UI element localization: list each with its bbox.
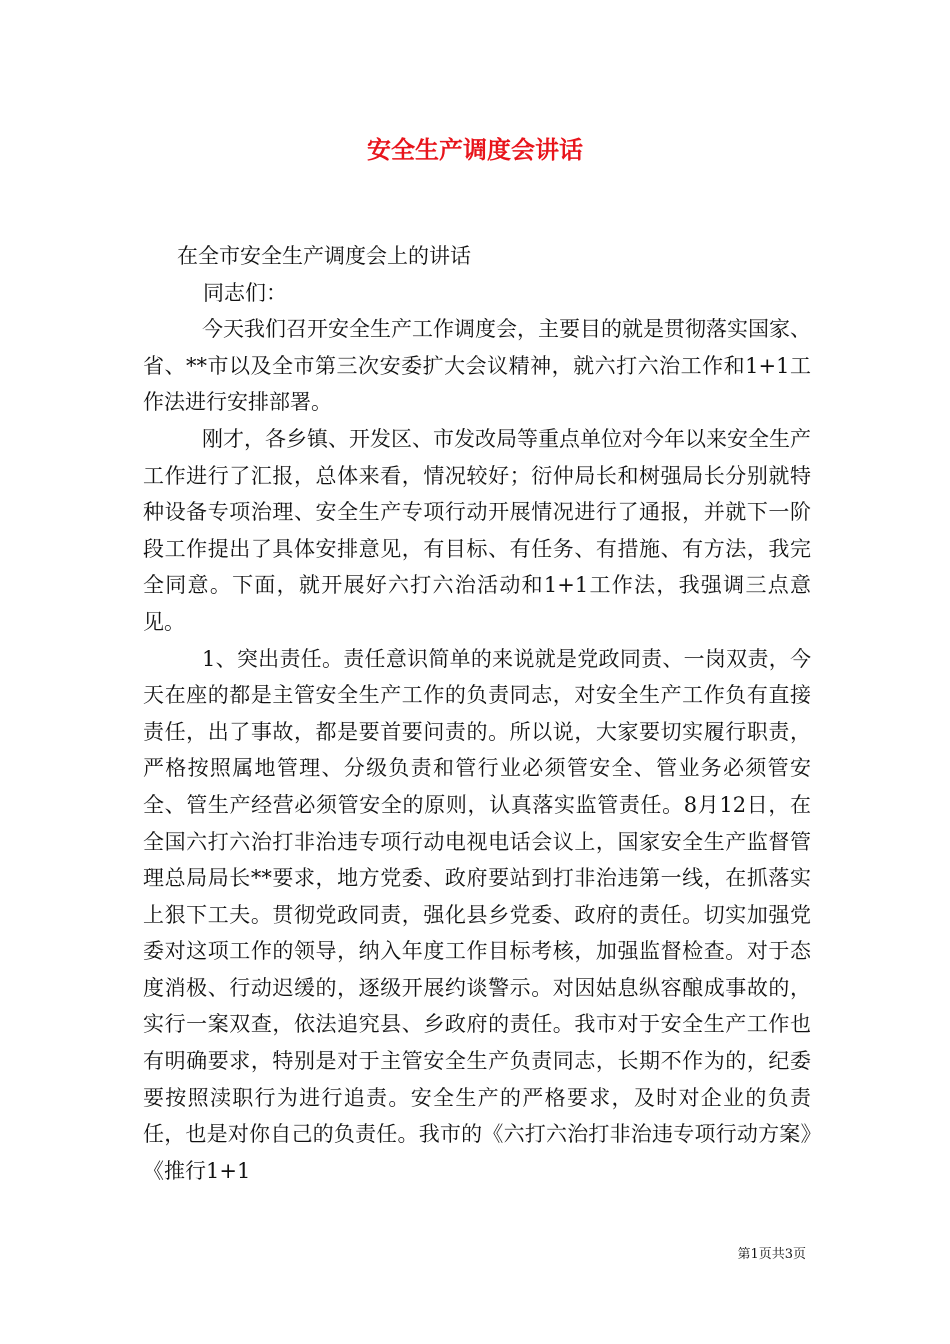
paragraph-1: 今天我们召开安全生产工作调度会，主要目的就是贯彻落实国家、省、**市以及全市第三次安委扩大会议精神，就六打六治工作和1+1工作法进行安排部署。 (143, 317, 811, 415)
page-number: 第1页共3页 (737, 1247, 806, 1262)
greeting: 同志们： (203, 280, 287, 305)
document-body (143, 238, 811, 1189)
paragraph-2: 刚才，各乡镇、开发区、市发改局等重点单位对今年以来安全生产工作进行了汇报，总体来看，情况较好；衍仲局长和树强局长分别就特种设备专项治理、安全生产专项行动开展情况进行了通报，并就下一阶段工作提出了具体安排意见，有目标、有任务、有措施、有方法，我完全同意。下面，就开展好六打六治活动和1+1工作法，我强调三点意见。 (143, 426, 811, 634)
paragraph-3: 1、突出责任。责任意识简单的来说就是党政同责、一岗双责，今天在座的都是主管安全生产工作的负责同志，对安全生产工作负有直接责任，出了事故，都是要首要问责的。所以说，大家要切实履行职责，严格按照属地管理、分级负责和管行业必须管安全、管业务必须管安全、管生产经营必须管安全的原则，认真落实监管责任。8月12日，在全国六打六治打非治违专项行动电视电话会议上，国家安全生产监督管理总局局长**要求，地方党委、政府要站到打非治违第一线，在抓落实上狠下工夫。贯彻党政同责，强化县乡党委、政府的责任。切实加强党委对这项工作的领导，纳入年度工作目标考核，加强监督检查。对于态度消极、行动迟缓的，逐级开展约谈警示。对因姑息纵容酿成事故的，实行一案双查，依法追究县、乡政府的责任。我市对于安全生产工作也有明确要求，特别是对于主管安全生产负责同志，长期不作为的，纪委要按照渎职行为进行追责。安全生产的严格要求，及时对企业的负责任，也是对你自己的负责任。我市的《六打六治打非治违专项行动方案》《推行1+1 (143, 646, 811, 1183)
speech-subtitle: 在全市安全生产调度会上的讲话 (177, 244, 471, 268)
document-title: 安全生产调度会讲话 (367, 135, 583, 164)
